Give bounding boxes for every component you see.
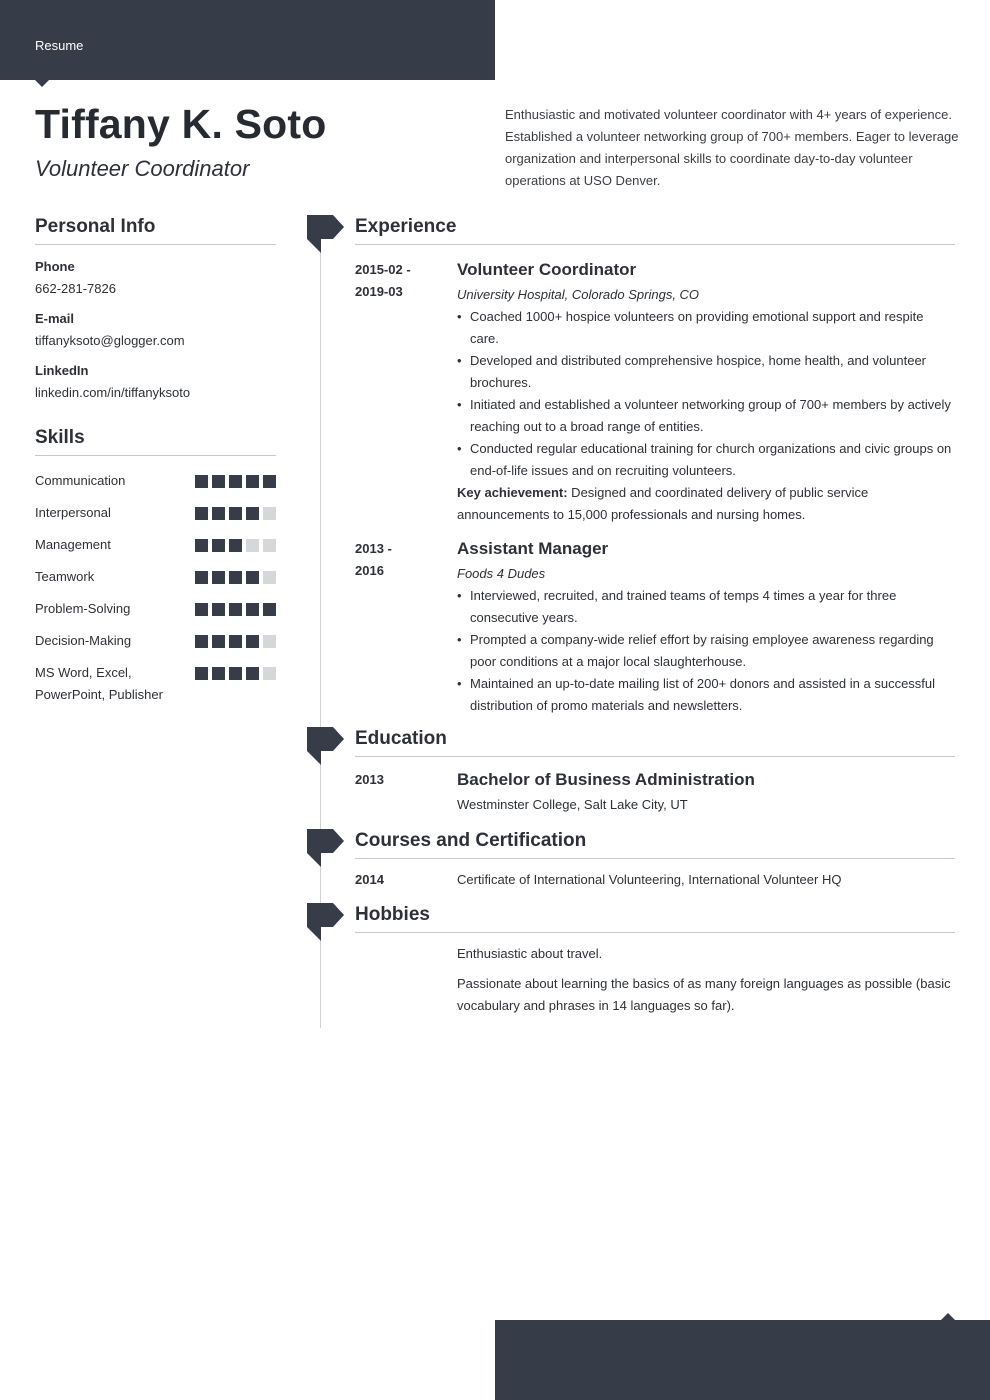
job-bullet: • Prompted a company-wide relief effort by raising employee awareness regarding poor conditions at a major local slaughterhouse. [457,629,955,673]
resume-tag: Resume [35,38,84,53]
job-date-end: 2016 [355,563,384,578]
phone-label: Phone [35,259,75,274]
skill-dot-empty [263,507,276,520]
skill-row [35,470,276,492]
skill-level-indicator [195,470,276,488]
job-dates [355,538,457,717]
skill-row [35,534,276,556]
education-title: Education [355,728,955,757]
section-flag-icon [307,829,344,867]
skill-dot-filled [229,635,242,648]
education-section [355,728,955,816]
footer-band [495,1320,990,1400]
skill-dot-empty [246,539,259,552]
course-date: 2014 [355,872,384,887]
candidate-role: Volunteer Coordinator [35,156,250,181]
skills-list [35,470,276,706]
skill-dot-filled [229,475,242,488]
phone-value: 662-281-7826 [35,281,116,296]
skill-name: Communication [35,473,126,488]
school-name: Westminster College, Salt Lake City, UT [457,797,688,812]
linkedin-value: linkedin.com/in/tiffanyksoto [35,385,191,400]
job-entry [355,538,955,717]
job-bullet: • Initiated and established a volunteer networking group of 700+ members by actively reaching out to a broad range of entities. [457,394,955,438]
skill-dot-empty [263,667,276,680]
skill-row [35,598,276,620]
course-entry [355,869,955,891]
skill-dot-filled [212,539,225,552]
job-title: Assistant Manager [457,539,609,558]
skill-dot-filled [195,507,208,520]
skill-level-indicator [195,598,276,616]
skill-dot-filled [212,635,225,648]
hobbies-body [457,943,955,1017]
job-entry [355,259,955,526]
job-dates [355,259,457,526]
skill-dot-filled [212,571,225,584]
job-bullet: • Interviewed, recruited, and trained teams of temps 4 times a year for three consecutive years. [457,585,955,629]
job-org: University Hospital, Colorado Springs, CO [457,287,700,302]
skill-name: Problem-Solving [35,601,131,616]
email-label: E-mail [35,311,75,326]
education-date: 2013 [355,772,384,787]
job-date-start: 2013 - [355,541,392,556]
skill-dot-filled [246,635,259,648]
skill-dot-empty [263,571,276,584]
education-body [457,769,955,816]
skill-dot-filled [195,475,208,488]
skill-dot-filled [195,635,208,648]
left-column [35,216,276,706]
skill-dot-filled [246,603,259,616]
skill-dot-filled [246,507,259,520]
skill-dot-empty [263,635,276,648]
job-bullet: • Developed and distributed comprehensive hospice, home health, and volunteer brochures. [457,350,955,394]
skill-dot-filled [195,667,208,680]
skill-dot-filled [195,571,208,584]
job-date-start: 2015-02 - [355,262,411,277]
skill-name: Interpersonal [35,505,111,520]
job-org: Foods 4 Dudes [457,566,546,581]
header-band [0,0,495,80]
skills-title: Skills [35,427,276,456]
course-text: Certificate of International Volunteering, International Volunteer HQ [457,872,842,887]
skill-dot-filled [212,603,225,616]
personal-info-section [35,216,276,401]
skill-name: Decision-Making [35,633,132,648]
section-flag-icon [307,727,344,765]
job-title: Volunteer Coordinator [457,260,637,279]
skill-dot-empty [263,539,276,552]
skill-name: Management [35,537,111,552]
job-bullets [457,585,955,717]
skill-row [35,630,276,652]
hobbies-date-spacer [355,943,457,1017]
skill-name: MS Word, Excel, PowerPoint, Publisher [35,665,163,702]
skill-level-indicator [195,566,276,584]
skill-name: Teamwork [35,569,95,584]
hobby-item: Enthusiastic about travel. [457,946,603,961]
job-body [457,259,955,526]
skill-level-indicator [195,662,276,680]
skill-dot-filled [229,507,242,520]
education-entry [355,769,955,816]
skills-section [35,427,276,706]
skill-dot-filled [229,539,242,552]
job-bullets [457,306,955,482]
skill-level-indicator [195,502,276,520]
skill-dot-filled [195,603,208,616]
skill-dot-filled [212,667,225,680]
degree-title: Bachelor of Business Administration [457,770,755,789]
key-achievement [457,482,955,526]
hobby-item: Passionate about learning the basics of as many foreign languages as possible (basic vocabulary and phrases in 14 languages so far). [457,976,951,1013]
personal-info-title: Personal Info [35,216,276,245]
job-bullet: • Coached 1000+ hospice volunteers on providing emotional support and respite care. [457,306,955,350]
job-bullet: • Conducted regular educational training for church organizations and civic groups on end-of-life issues and on recruiting volunteers. [457,438,955,482]
skill-dot-filled [263,475,276,488]
skill-row [35,662,276,706]
profile-summary: Enthusiastic and motivated volunteer coordinator with 4+ years of experience. Established a volunteer networking group of 700+ members. Eager to leverage organization and interpersonal skills to coordinate day-to-day volunteer operations at USO Denver. [505,107,959,188]
courses-title: Courses and Certification [355,830,955,859]
skill-dot-filled [246,667,259,680]
skill-dot-filled [212,507,225,520]
footer-notch [941,1313,955,1320]
section-flag-icon [307,903,344,941]
skill-dot-filled [229,603,242,616]
hobbies-title: Hobbies [355,904,955,933]
skill-level-indicator [195,534,276,552]
skill-dot-filled [229,667,242,680]
email-value: tiffanyksoto@glogger.com [35,333,185,348]
experience-section [355,216,955,717]
hobbies-section [355,904,955,1017]
job-bullet: • Maintained an up-to-date mailing list of 200+ donors and assisted in a successful distribution of promo materials and newsletters. [457,673,955,717]
header-notch [35,80,49,87]
job-body [457,538,955,717]
skill-dot-filled [195,539,208,552]
section-flag-icon [307,215,344,253]
courses-section [355,830,955,891]
skill-dot-filled [229,571,242,584]
skill-dot-filled [212,475,225,488]
key-achievement-label: Key achievement: [457,485,568,500]
hobbies-entry [355,943,955,1017]
skill-dot-filled [246,571,259,584]
key-achievement-text: Designed and coordinated delivery of public service announcements to 15,000 professionals and nursing homes. [457,485,869,522]
linkedin-label: LinkedIn [35,363,89,378]
skill-dot-filled [246,475,259,488]
candidate-name: Tiffany K. Soto [35,101,327,147]
skill-row [35,566,276,588]
skill-row [35,502,276,524]
job-date-end: 2019-03 [355,284,403,299]
skill-dot-filled [263,603,276,616]
experience-title: Experience [355,216,955,245]
skill-level-indicator [195,630,276,648]
